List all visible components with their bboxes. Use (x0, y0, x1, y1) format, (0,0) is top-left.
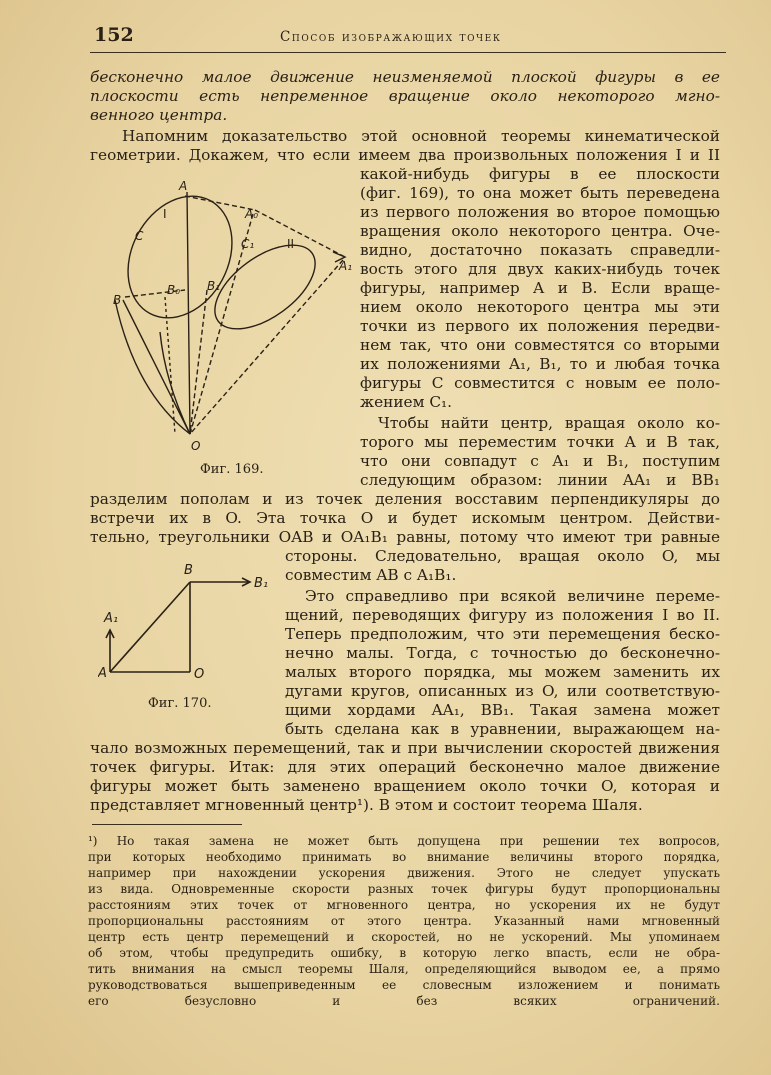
footnote-line: ¹) Но такая замена не может быть допущена при решении тех вопросов, (88, 834, 720, 848)
figure-169-caption: Фиг. 169. (200, 462, 264, 477)
footnote-line: его безусловно и без всяких ограничений. (88, 994, 720, 1008)
text-line: жением C₁. (360, 393, 453, 411)
text-line: щими хордами AA₁, BB₁. Такая замена может (285, 701, 720, 719)
text-line: их положениями A₁, B₁, то и любая точка (360, 355, 720, 373)
text-line: плоскости есть непременное вращение около некоторого мгно- (90, 87, 720, 105)
text-line: малых второго порядка, мы можем заменить их (285, 663, 720, 681)
label-A0: A₀ (245, 207, 259, 221)
label-B1: B₁ (207, 279, 221, 293)
footnote-line: пропорциональны расстояниям от этого центра. Указанный нами мгновенный (88, 914, 720, 928)
text-line: нем так, что они совместятся со вторыми (360, 336, 720, 354)
text-line: фигуры C совместится с новым ее поло- (360, 374, 720, 392)
curve-B-to-O (115, 300, 190, 434)
text-line: дугами кругов, описанных из O, или соответствую- (285, 682, 720, 700)
text-line: венного центра. (90, 106, 228, 124)
text-line: разделим пополам и из точек деления восставим перпендикуляры до (90, 490, 720, 508)
text-line: вость этого для двух каких-нибудь точек (360, 260, 720, 278)
text-line: тельно, треугольники OAB и OA₁B₁ равны, потому что имеют три равные (90, 528, 720, 546)
label-B1: B₁ (254, 576, 269, 591)
text-line: щений, переводящих фигуру из положения I во II. (285, 606, 720, 624)
footnote-line: тить внимания на смысл теоремы Шаля, определяющийся выводом ее, а прямо (88, 962, 720, 976)
text-line: следующим образом: линии AA₁ и BB₁ (360, 471, 720, 489)
text-line: Чтобы найти центр, вращая около ко- (378, 414, 720, 432)
text-line: Это справедливо при всякой величине переме- (305, 587, 720, 605)
page-number: 152 (94, 24, 134, 46)
text-line: нечно малы. Тогда, с точностью до бесконечно- (285, 644, 720, 662)
text-line: точки из первого их положения передви- (360, 317, 720, 335)
footnote-line: при которых необходимо принимать во внимание величины второго порядка, (88, 850, 720, 864)
text-line: бесконечно малое движение неизменяемой плоской фигуры в ее (90, 68, 720, 86)
figure-170-caption: Фиг. 170. (148, 696, 212, 711)
page-header (90, 24, 726, 53)
footnote-rule (92, 824, 242, 825)
label-B: B (113, 293, 122, 307)
text-line: торого мы переместим точки A и B так, (360, 433, 720, 451)
text-line: быть сделана как в уравнении, выражающем на- (285, 720, 720, 738)
label-B: B (184, 563, 193, 578)
label-II: II (287, 237, 295, 251)
label-C1: C₁ (241, 237, 255, 251)
label-I: I (163, 207, 167, 221)
text-line: точек фигуры. Итак: для этих операций бесконечно малое движение (90, 758, 720, 776)
label-A1: A₁ (339, 259, 353, 273)
text-line: какой-нибудь фигуры в ее плоскости (360, 165, 720, 183)
text-line: Теперь предположим, что эти перемещения беско- (285, 625, 720, 643)
footnote-line: например при нахождении ускорения движения. Этого не следует упускать (88, 866, 720, 880)
footnote-line: из вида. Одновременные скорости разных точек фигуры будут пропорциональны (88, 882, 720, 896)
text-line: геометрии. Докажем, что если имеем два произвольных положения I и II (90, 146, 720, 164)
running-title: Способ изображающих точек (280, 29, 502, 45)
text-line: встречи их в O. Эта точка O и будет искомым центром. Действи- (90, 509, 720, 527)
line-B-O (123, 300, 190, 434)
text-line: фигуры, например A и B. Если враще- (360, 279, 720, 297)
label-A: A (179, 179, 188, 193)
label-B0: B₀ (167, 283, 181, 297)
text-line: из первого положения во второе помощью (360, 203, 720, 221)
footnote-line: центр есть центр перемещений и скоростей, но не ускорений. Мы упоминаем (88, 930, 720, 944)
figure-169-diagram (95, 172, 357, 454)
label-A: A (98, 666, 107, 681)
segment-A-B (110, 582, 190, 672)
label-C: C (135, 229, 144, 243)
text-line: стороны. Следовательно, вращая около O, мы (285, 547, 720, 565)
figure-170-diagram (98, 560, 282, 686)
text-line: Напомним доказательство этой основной теоремы кинематической (122, 127, 720, 145)
label-O: O (194, 667, 205, 682)
text-line: что они совпадут с A₁ и B₁, поступим (360, 452, 720, 470)
text-line: чало возможных перемещений, так и при вычислении скоростей движения (90, 739, 720, 757)
text-line: нием около некоторого центра мы эти (360, 298, 720, 316)
text-line: видно, достаточно показать справедли- (360, 241, 720, 259)
text-line: вращения около некоторого центра. Оче- (360, 222, 720, 240)
footnote-line: расстояниям этих точек от мгновенного центра, но ускорения их не будут (88, 898, 720, 912)
text-line: представляет мгновенный центр¹). В этом и состоит теорема Шаля. (90, 796, 643, 814)
label-A1: A₁ (104, 611, 119, 626)
footnote-line: руководствоваться вышеприведенным ее словесным изложением и понимать (88, 978, 720, 992)
label-O: O (191, 439, 201, 453)
footnote-line: об этом, чтобы предупредить ошибку, в которую легко впасть, если не обра- (88, 946, 720, 960)
text-line: фигуры может быть заменено вращением около точки O, которая и (90, 777, 720, 795)
text-line: совместим AB с A₁B₁. (285, 566, 457, 584)
text-line: (фиг. 169), то она может быть переведена (360, 184, 720, 202)
